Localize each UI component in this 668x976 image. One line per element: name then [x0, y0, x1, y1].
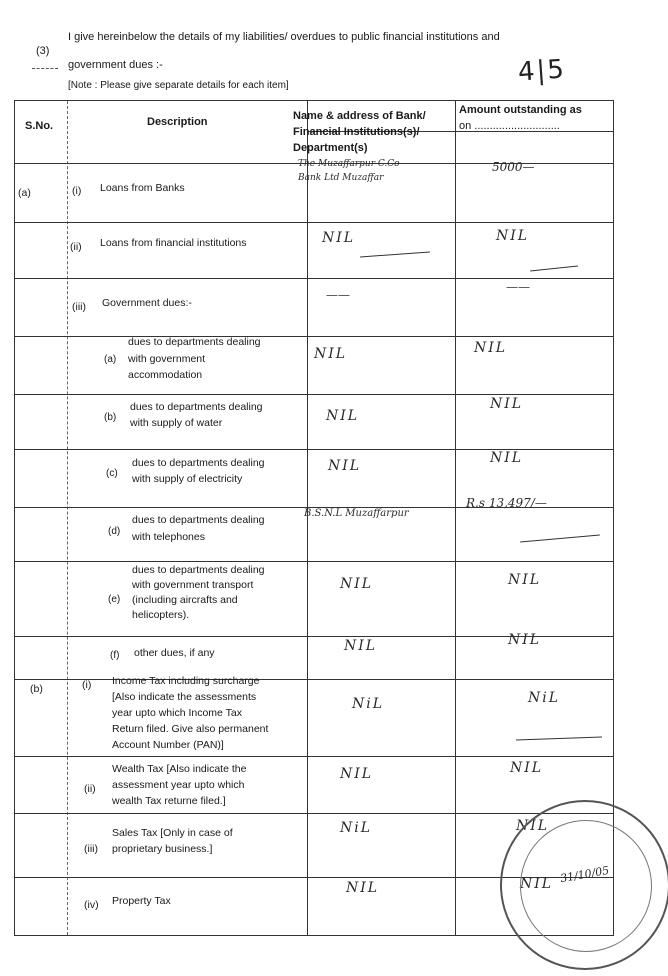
row-dues-b-bank: NIL [326, 408, 360, 424]
row-dues-f-letter: (f) [110, 650, 120, 661]
row-b-ii-l2: assessment year upto which [112, 779, 245, 791]
row-dues-e-letter: (e) [108, 594, 121, 605]
header-amount-l2: on ............................ [459, 120, 560, 132]
page-number: 4|5 [517, 54, 567, 88]
row-dues-d-l2: with telephones [132, 531, 205, 543]
row-divider [15, 394, 613, 395]
row-b-i-bank: NiL [352, 696, 385, 712]
row-dues-c-letter: (c) [106, 468, 118, 479]
row-b-i-l2: [Also indicate the assessments [112, 691, 257, 703]
row-dues-a-bank: NIL [314, 346, 348, 362]
row-b-iv-num: (iv) [84, 899, 99, 911]
row-divider [15, 278, 613, 279]
col-divider-bank [455, 101, 456, 935]
row-dues-b-l1: dues to departments dealing [130, 401, 263, 413]
row-b-ii-amount: NIL [510, 760, 544, 776]
row-b-iii-l2: proprietary business.] [112, 843, 213, 855]
row-divider [15, 449, 613, 450]
row-b-label: (b) [30, 683, 43, 695]
row-dues-f-desc: other dues, if any [134, 647, 215, 659]
row-a-iii-desc: Government dues:- [102, 297, 192, 309]
row-b-iii-l1: Sales Tax [Only in case of [112, 827, 233, 839]
row-dues-c-l1: dues to departments dealing [132, 457, 265, 469]
row-dues-c-l2: with supply of electricity [132, 473, 243, 485]
row-b-i-l1: Income Tax including surcharge [112, 675, 260, 687]
header-sno: S.No. [25, 120, 54, 132]
row-a-iii-amount: —— [506, 280, 530, 294]
row-b-ii-l1: Wealth Tax [Also indicate the [112, 763, 247, 775]
row-dues-e-l2: with government transport [132, 579, 254, 591]
row-dues-a-l3: accommodation [128, 369, 203, 381]
row-a-i-amount: 5000— [492, 160, 535, 174]
row-a-i-desc: Loans from Banks [100, 182, 185, 194]
row-dues-e-l3: (including aircrafts and [132, 594, 238, 606]
row-b-i-l3: year upto which Income Tax [112, 707, 242, 719]
row-a-i-num: (i) [72, 185, 82, 197]
row-dues-b-l2: with supply of water [130, 417, 223, 429]
row-a-ii-amount: NIL [496, 228, 530, 244]
header-bank-l1: Name & address of Bank/ [293, 110, 426, 122]
row-a-iii-bank: —— [326, 288, 350, 302]
row-divider [15, 756, 613, 757]
row-dues-d-bank: B.S.N.L Muzaffarpur [304, 508, 409, 519]
row-dues-d-amount: R.s 13,497/— [466, 496, 547, 510]
row-dues-a-l1: dues to departments dealing [128, 336, 261, 348]
header-bank-l3: Department(s) [293, 142, 368, 154]
margin-mark [32, 68, 58, 69]
header-amount-l1: Amount outstanding as [459, 104, 582, 116]
row-dues-c-bank: NIL [328, 458, 362, 474]
row-b-i-l4: Return filed. Give also permanent [112, 723, 269, 735]
official-stamp [500, 800, 668, 970]
col-divider-sno [67, 101, 68, 935]
row-dues-a-letter: (a) [104, 354, 117, 365]
row-dues-a-l2: with government [128, 353, 206, 365]
row-dues-b-amount: NIL [490, 396, 524, 412]
row-dues-c-amount: NIL [490, 450, 524, 466]
row-b-i-amount: NiL [528, 690, 561, 706]
row-dues-e-bank: NIL [340, 576, 374, 592]
row-b-i-l5: Account Number (PAN)] [112, 739, 224, 751]
row-a-ii-bank: NIL [322, 230, 356, 246]
header-bank-l2: Financial Institutions(s)/ [293, 126, 420, 138]
row-b-iii-amount: NIL [516, 818, 550, 834]
row-a-i-bank-l2: Bank Ltd Muzaffar [298, 173, 384, 183]
row-b-ii-l3: wealth Tax returne filed.] [112, 795, 226, 807]
row-a-iii-num: (iii) [72, 301, 86, 313]
row-b-ii-bank: NIL [340, 766, 374, 782]
row-divider [15, 679, 613, 680]
note-text: [Note : Please give separate details for each item] [68, 80, 289, 91]
row-dues-e-l4: helicopters). [132, 609, 190, 621]
row-divider [15, 336, 613, 337]
row-dues-b-letter: (b) [104, 412, 117, 423]
row-b-iii-bank: NiL [340, 820, 373, 836]
row-b-iv-desc: Property Tax [112, 895, 171, 907]
stamp-date: 31/10/05 [559, 863, 611, 886]
item-number: (3) [36, 45, 50, 57]
row-a-ii-num: (ii) [70, 241, 82, 253]
official-stamp-inner-ring [520, 820, 652, 952]
row-b-iv-amount: NIL [520, 876, 554, 892]
row-divider [15, 813, 613, 814]
row-a-i-bank-l1: The Muzaffarpur C.Co [298, 159, 400, 169]
row-dues-e-l1: dues to departments dealing [132, 564, 265, 576]
row-a-ii-desc: Loans from financial institutions [100, 237, 247, 249]
row-b-iv-bank: NIL [346, 880, 380, 896]
row-dues-a-amount: NIL [474, 340, 508, 356]
row-dues-f-bank: NIL [344, 638, 378, 654]
row-dues-e-amount: NIL [508, 572, 542, 588]
header-description: Description [147, 116, 208, 128]
row-b-iii-num: (iii) [84, 843, 98, 855]
statement-line-1: I give hereinbelow the details of my liabilities/ overdues to public financial institutions and [68, 31, 500, 43]
statement-line-2: government dues :- [68, 59, 163, 71]
row-dues-d-l1: dues to departments dealing [132, 514, 265, 526]
row-b-i-num: (i) [82, 679, 92, 691]
row-divider [15, 222, 613, 223]
row-dues-f-amount: NIL [508, 632, 542, 648]
row-a-label: (a) [18, 187, 31, 199]
row-dues-d-letter: (d) [108, 526, 121, 537]
row-divider [15, 561, 613, 562]
row-b-ii-num: (ii) [84, 783, 96, 795]
